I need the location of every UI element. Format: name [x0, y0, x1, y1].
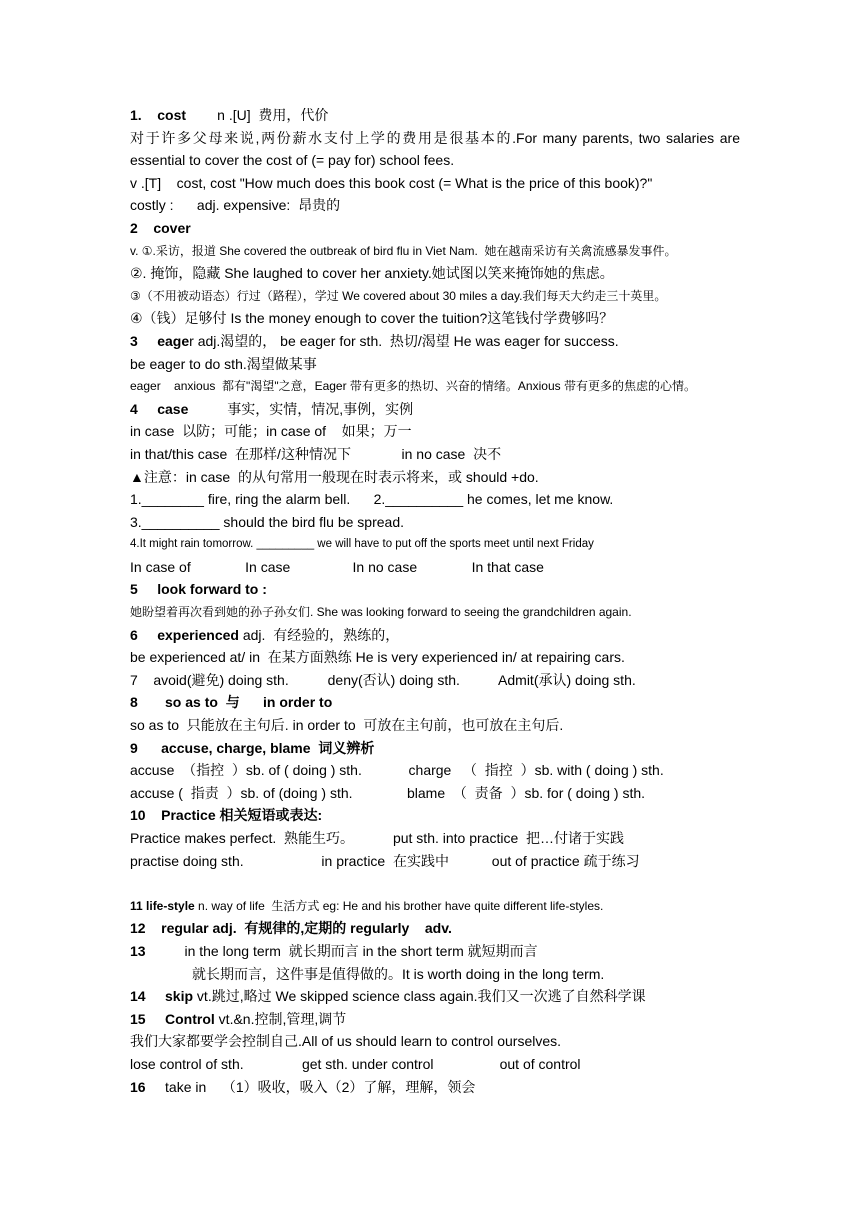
- text-segment: 对于许多父母来说,两份薪水支付上学的费用是很基本的.For many parents, two salaries are: [130, 129, 740, 146]
- text-line: [130, 533, 740, 556]
- text-segment: eager anxious 都有"渴望"之意，Eager 带有更多的热切、兴奋的情绪。Anxious 带有更多的焦虑的心情。: [130, 379, 696, 394]
- text-line: [130, 307, 740, 330]
- text-segment: 4.It might rain tomorrow. _________ we will have to put off the sports meet until next Friday: [130, 538, 594, 551]
- text-segment: 事实，实情，情况,事例，实例: [188, 400, 414, 417]
- text-line: [130, 940, 740, 963]
- text-segment: n. way of life 生活方式 eg: He and his brother have quite different life-styles.: [194, 898, 604, 913]
- text-line: [130, 443, 740, 466]
- text-segment: ▲注意：in case 的从句常用一般现在时表示将来，或 should +do.: [130, 468, 539, 485]
- text-line: [130, 262, 740, 285]
- text-line: [130, 872, 740, 895]
- text-segment: accuse （指控 ）sb. of ( doing ) sth. charge （ 指控 ）sb. with ( doing ) sth.: [130, 762, 664, 779]
- text-segment: v .[T] cost, cost "How much does this book cost (= What is the price of this book)?": [130, 174, 653, 191]
- text-segment: ②. 掩饰，隐藏 She laughed to cover her anxiety.她试图以笑来掩饰她的焦虑。: [130, 265, 614, 282]
- bold-text: 9 accuse, charge, blame 词义辨析: [130, 739, 375, 756]
- text-line: [130, 127, 740, 150]
- text-line: [130, 420, 740, 443]
- text-segment: accuse ( 指责 ）sb. of (doing ) sth. blame （ 责备 ）sb. for ( doing ) sth.: [130, 784, 646, 801]
- text-segment: practise doing sth. in practice 在实践中 out of practice 疏于练习: [130, 852, 640, 869]
- text-line: [130, 578, 740, 601]
- text-line: [130, 488, 740, 511]
- text-line: [130, 985, 740, 1008]
- text-segment: lose control of sth. get sth. under control out of control: [130, 1055, 581, 1072]
- text-segment: 就长期而言，这件事是值得做的。It is worth doing in the long term.: [192, 965, 605, 982]
- bold-text: 10 Practice 相关短语或表达:: [130, 807, 323, 824]
- text-line: [130, 804, 740, 827]
- text-segment: in the long term 就长期而言 in the short term 就短期而言: [145, 942, 538, 959]
- bold-text: 14 skip: [130, 988, 194, 1005]
- text-segment: be eager to do sth.渴望做某事: [130, 355, 317, 372]
- text-line: [130, 194, 740, 217]
- bold-text: 2 cover: [130, 219, 191, 236]
- text-segment: ③（不用被动语态）行过（路程），学过 We covered about 30 miles a day.我们每天大约走三十英里。: [130, 288, 667, 303]
- text-line: [130, 172, 740, 195]
- text-line: [130, 353, 740, 376]
- text-segment: 我们大家都要学会控制自己.All of us should learn to control ourselves.: [130, 1033, 562, 1050]
- text-segment: essential to cover the cost of (= pay for) school fees.: [130, 152, 455, 169]
- text-segment: 7 avoid(避免) doing sth. deny(否认) doing sth. Admit(承认) doing sth.: [130, 671, 636, 688]
- text-line: [130, 1030, 740, 1053]
- bold-text: 16: [130, 1078, 146, 1095]
- text-segment: n .[U] 费用，代价: [186, 107, 329, 123]
- text-segment: be experienced at/ in 在某方面熟练 He is very experienced in/ at repairing cars.: [130, 649, 625, 666]
- text-line: [130, 601, 740, 624]
- bold-text: 5 look forward to :: [130, 581, 267, 598]
- text-line: [130, 895, 740, 918]
- text-line: [130, 827, 740, 850]
- text-segment: costly : adj. expensive: 昂贵的: [130, 197, 341, 214]
- text-line: [130, 398, 740, 421]
- bold-text: 3 eage: [130, 332, 190, 349]
- text-line: [130, 1076, 740, 1099]
- text-segment: 她盼望着再次看到她的孙子孙女们. She was looking forward to seeing the grandchildren again.: [130, 605, 632, 620]
- text-line: [130, 782, 740, 805]
- text-line: [130, 217, 740, 240]
- bold-text: 11 life-style: [130, 898, 195, 913]
- document-page: [130, 104, 740, 1098]
- text-segment: Practice makes perfect. 熟能生巧。 put sth. into practice 把…付诸于实践: [130, 830, 625, 846]
- text-line: [130, 1053, 740, 1076]
- text-segment: v. ①.采访，报道 She covered the outbreak of bird flu in Viet Nam. 她在越南采访有关禽流感暴发事件。: [130, 243, 677, 258]
- bold-text: 1. cost: [130, 107, 187, 123]
- text-line: [130, 330, 740, 353]
- text-line: [130, 850, 740, 873]
- text-line: [130, 917, 740, 940]
- text-line: [130, 104, 740, 127]
- text-line: [130, 556, 740, 579]
- text-segment: in that/this case 在那样/这种情况下 in no case 决不: [130, 445, 502, 462]
- text-line: [130, 646, 740, 669]
- bold-text: 13: [130, 942, 146, 959]
- bold-text: 8 so as to 与 in order to: [130, 694, 333, 711]
- text-line: [130, 691, 740, 714]
- text-line: [130, 624, 740, 647]
- text-segment: In case of In case In no case In that case: [130, 558, 544, 575]
- text-segment: 1.________ fire, ring the alarm bell. 2.__________ he comes, let me know.: [130, 491, 614, 508]
- text-segment: ④（钱）足够付 Is the money enough to cover the tuition?这笔钱付学费够吗？: [130, 310, 614, 327]
- bold-text: 15 Control: [130, 1010, 215, 1027]
- text-line: [130, 240, 740, 263]
- text-segment: vt.&n.控制,管理,调节: [214, 1010, 347, 1027]
- text-line: [130, 285, 740, 308]
- text-segment: vt.跳过,略过 We skipped science class again.我们又一次逃了自然科学课: [193, 988, 646, 1005]
- text-segment: so as to 只能放在主句后. in order to 可放在主句前，也可放在主句后.: [130, 717, 564, 734]
- text-line: [130, 714, 740, 737]
- text-line: [130, 466, 740, 489]
- text-line: [130, 1008, 740, 1031]
- text-line: [130, 669, 740, 692]
- text-line: [130, 149, 740, 172]
- text-line: [130, 737, 740, 760]
- text-line: [130, 511, 740, 534]
- text-segment: 3.__________ should the bird flu be spread.: [130, 513, 404, 530]
- bold-text: 6 experienced: [130, 626, 239, 643]
- text-segment: adj. 有经验的，熟练的，: [238, 626, 400, 643]
- bold-text: 12 regular adj. 有规律的,定期的 regularly adv.: [130, 920, 452, 937]
- text-segment: r adj.渴望的， be eager for sth. 热切/渴望 He was eager for success.: [189, 332, 619, 349]
- bold-text: 4 case: [130, 400, 189, 417]
- text-line: [130, 759, 740, 782]
- text-segment: take in （1）吸收，吸入（2）了解，理解，领会: [145, 1078, 476, 1095]
- text-line: [130, 963, 740, 986]
- text-segment: in case 以防；可能；in case of 如果；万一: [130, 423, 412, 440]
- text-line: [130, 375, 740, 398]
